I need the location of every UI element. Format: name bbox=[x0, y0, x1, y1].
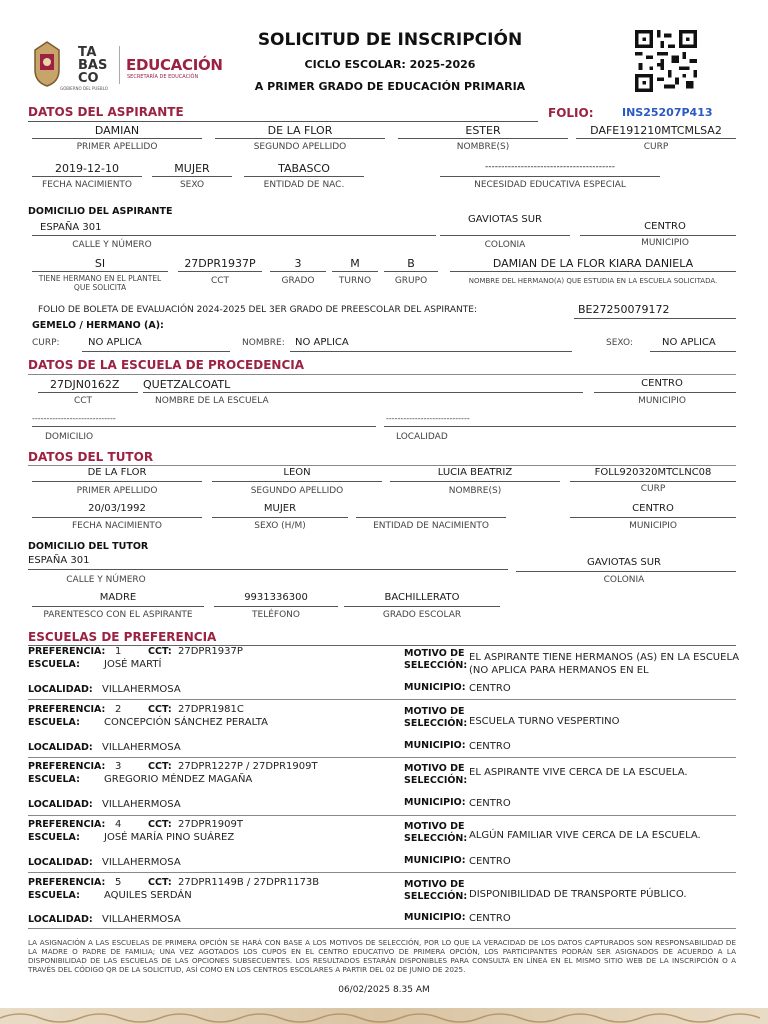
lbl-tutor-entidad: ENTIDAD DE NACIMIENTO bbox=[373, 521, 489, 531]
pref-localidad: VILLAHERMOSA bbox=[102, 742, 181, 753]
pref-label: PREFERENCIA: bbox=[28, 877, 106, 888]
pref-label: PREFERENCIA: bbox=[28, 761, 106, 772]
pref-cct-label: CCT: bbox=[148, 704, 172, 715]
pref-cct: 27DPR1937P bbox=[178, 646, 243, 657]
pref-motivo-1: DISPONIBILIDAD DE TRANSPORTE PÚBLICO. bbox=[469, 889, 687, 900]
preference-item-1 bbox=[0, 646, 768, 698]
pref-escuela-label: ESCUELA: bbox=[28, 890, 80, 901]
pref-label: PREFERENCIA: bbox=[28, 819, 106, 830]
pref-motivo-1: ALGÚN FAMILIAR VIVE CERCA DE LA ESCUELA. bbox=[469, 830, 701, 841]
pref-cct-label: CCT: bbox=[148, 819, 172, 830]
state-logo-subtext: GOBIERNO DEL PUEBLO bbox=[60, 86, 108, 91]
tutor-domicilio-title: DOMICILIO DEL TUTOR bbox=[28, 541, 149, 552]
section-tutor: DATOS DEL TUTOR bbox=[28, 450, 154, 464]
lbl-tutor-segundo-apellido: SEGUNDO APELLIDO bbox=[250, 486, 344, 496]
pref-motivo-1: EL ASPIRANTE TIENE HERMANOS (AS) EN LA ESCUELA bbox=[469, 652, 740, 663]
tutor-calle: ESPAÑA 301 bbox=[28, 555, 90, 566]
asp-domicilio-title: DOMICILIO DEL ASPIRANTE bbox=[28, 206, 173, 217]
pref-number: 3 bbox=[115, 761, 122, 772]
lbl-tutor-municipio: MUNICIPIO bbox=[629, 521, 677, 531]
pref-localidad: VILLAHERMOSA bbox=[102, 799, 181, 810]
lbl-tutor-nombres: NOMBRE(S) bbox=[448, 486, 502, 496]
gemelo-sexo: NO APLICA bbox=[662, 337, 716, 348]
pref-municipio: CENTRO bbox=[469, 913, 511, 924]
pref-motivo-label-2: SELECCIÓN: bbox=[404, 833, 468, 844]
preference-item-2 bbox=[0, 704, 768, 756]
pref-motivo-label-2: SELECCIÓN: bbox=[404, 775, 468, 786]
lbl-proc-municipio: MUNICIPIO bbox=[638, 396, 686, 406]
ornament-pattern-icon bbox=[0, 1008, 768, 1024]
pref-municipio-label: MUNICIPIO: bbox=[404, 855, 466, 866]
pref-escuela-label: ESCUELA: bbox=[28, 659, 80, 670]
section-procedencia: DATOS DE LA ESCUELA DE PROCEDENCIA bbox=[28, 358, 305, 372]
lbl-proc-nombre: NOMBRE DE LA ESCUELA bbox=[155, 396, 269, 406]
lbl-tutor-calle: CALLE Y NÚMERO bbox=[66, 575, 146, 585]
lbl-asp-nombre-hermano: NOMBRE DEL HERMANO(A) QUE ESTUDIA EN LA ESCUELA SOLICITADA. bbox=[468, 277, 718, 285]
pref-label: PREFERENCIA: bbox=[28, 704, 106, 715]
pref-motivo-label-1: MOTIVO DE bbox=[404, 879, 465, 890]
pref-municipio-label: MUNICIPIO: bbox=[404, 682, 466, 693]
lbl-tutor-fecha: FECHA NACIMIENTO bbox=[71, 521, 163, 531]
education-logo-sub: SECRETARÍA DE EDUCACIÓN bbox=[127, 74, 199, 80]
tutor-nombres: LUCIA BEATRIZ bbox=[437, 467, 513, 478]
lbl-proc-localidad: LOCALIDAD bbox=[396, 432, 448, 442]
pref-municipio-label: MUNICIPIO: bbox=[404, 797, 466, 808]
timestamp: 06/02/2025 8.35 AM bbox=[338, 985, 430, 995]
pref-municipio: CENTRO bbox=[469, 798, 511, 809]
lbl-tutor-colonia: COLONIA bbox=[603, 575, 645, 585]
pref-municipio-label: MUNICIPIO: bbox=[404, 740, 466, 751]
lbl-gemelo-sexo: SEXO: bbox=[606, 338, 633, 348]
pref-municipio: CENTRO bbox=[469, 856, 511, 867]
lbl-proc-domicilio: DOMICILIO bbox=[45, 432, 94, 442]
school-cycle: CICLO ESCOLAR: 2025-2026 bbox=[304, 58, 476, 71]
lbl-asp-grupo: GRUPO bbox=[394, 276, 428, 286]
lbl-asp-nombres: NOMBRE(S) bbox=[456, 142, 510, 152]
pref-localidad-label: LOCALIDAD: bbox=[28, 742, 93, 753]
pref-cct-label: CCT: bbox=[148, 761, 172, 772]
lbl-asp-grado: GRADO bbox=[281, 276, 315, 286]
lbl-tutor-parentesco: PARENTESCO CON EL ASPIRANTE bbox=[43, 610, 193, 620]
folio-boleta-value: BE27250079172 bbox=[578, 303, 670, 316]
pref-localidad-label: LOCALIDAD: bbox=[28, 684, 93, 695]
state-logo bbox=[32, 40, 122, 90]
asp-nombre-hermano: DAMIAN DE LA FLOR KIARA DANIELA bbox=[492, 257, 694, 270]
asp-hermano-cct: 27DPR1937P bbox=[184, 257, 256, 270]
disclaimer-text: LA ASIGNACIÓN A LAS ESCUELAS DE PRIMERA OPCIÓN SE HARÁ CON BASE A LOS MOTIVOS DE SELECCIÓN, POR LO QUE LA VERACIDAD DE LOS DATOS CAPTURADOS SON RESPONSABILIDAD DE LA MADRE O PADRE DE FAMILIA; UNA VEZ AGOTADOS LOS CUPOS EN EL CENTRO EDUCATIVO DE PRIMERA OPCIÓN, LOS PARTICIPANTES PODRÁN SER ASIGNADOS DE ACUERDO A LA DISPONIBILIDAD DE LAS ESCUELAS DE LAS OPCIONES SUBSECUENTES. LOS RESULTADOS ESTARÁN DISPONIBLES PARA CONSULTA EN LÍNEA EN EL MISMO SITIO WEB DE LA INSCRIPCIÓN O A TRAVÉS DEL CÓDIGO QR DE LA SOLICITUD, ASÍ COMO EN LOS CENTROS ESCOLARES A PARTIR DEL 02 DE JUNIO DE 2025. bbox=[28, 938, 736, 974]
tutor-colonia: GAVIOTAS SUR bbox=[587, 557, 661, 568]
proc-cct: 27DJN0162Z bbox=[50, 378, 120, 391]
lbl-asp-turno: TURNO bbox=[338, 276, 372, 286]
asp-calle: ESPAÑA 301 bbox=[40, 222, 102, 233]
asp-fecha-nacimiento: 2019-12-10 bbox=[55, 162, 119, 175]
lbl-asp-cct: CCT bbox=[210, 276, 230, 286]
asp-entidad: TABASCO bbox=[278, 162, 330, 175]
state-logo-text-1: TA bbox=[78, 45, 97, 60]
asp-nombres: ESTER bbox=[465, 124, 501, 137]
lbl-tutor-curp: CURP bbox=[640, 484, 666, 494]
pref-cct: 27DPR1149B / 27DPR1173B bbox=[178, 877, 320, 888]
lbl-tutor-primer-apellido: PRIMER APELLIDO bbox=[76, 486, 158, 496]
tutor-telefono: 9931336300 bbox=[244, 592, 308, 603]
preference-item-5 bbox=[0, 877, 768, 929]
asp-hermano-grupo: B bbox=[407, 257, 415, 270]
pref-municipio-label: MUNICIPIO: bbox=[404, 912, 466, 923]
pref-escuela: JOSÉ MARTÍ bbox=[104, 659, 162, 670]
tutor-grado: BACHILLERATO bbox=[384, 592, 460, 603]
section-aspirante-underline bbox=[28, 121, 538, 122]
lbl-gemelo-curp: CURP: bbox=[32, 338, 60, 348]
tutor-sexo: MUJER bbox=[263, 503, 297, 514]
pref-escuela: JOSÉ MARÍA PINO SUÁREZ bbox=[104, 832, 235, 843]
pref-localidad-label: LOCALIDAD: bbox=[28, 914, 93, 925]
pref-cct: 27DPR1227P / 27DPR1909T bbox=[178, 761, 318, 772]
asp-hermano: SI bbox=[94, 257, 106, 270]
proc-localidad: ----------------------------- bbox=[386, 414, 470, 423]
folio-boleta-label: FOLIO DE BOLETA DE EVALUACIÓN 2024-2025 DEL 3ER GRADO DE PREESCOLAR DEL ASPIRANTE: bbox=[38, 305, 478, 315]
pref-motivo-1: ESCUELA TURNO VESPERTINO bbox=[469, 716, 620, 727]
decorative-footer-band bbox=[0, 1008, 768, 1024]
pref-number: 1 bbox=[115, 646, 122, 657]
tutor-fecha: 20/03/1992 bbox=[88, 503, 146, 514]
pref-municipio: CENTRO bbox=[469, 683, 511, 694]
lbl-tutor-sexo: SEXO (H/M) bbox=[254, 521, 306, 531]
pref-motivo-label-2: SELECCIÓN: bbox=[404, 660, 468, 671]
tutor-parentesco: MADRE bbox=[99, 592, 137, 603]
coat-of-arms-icon bbox=[32, 40, 62, 88]
logo-divider bbox=[119, 46, 120, 84]
pref-localidad: VILLAHERMOSA bbox=[102, 857, 181, 868]
pref-escuela-label: ESCUELA: bbox=[28, 717, 80, 728]
pref-cct: 27DPR1981C bbox=[178, 704, 244, 715]
pref-localidad: VILLAHERMOSA bbox=[102, 914, 181, 925]
lbl-asp-primer-apellido: PRIMER APELLIDO bbox=[76, 142, 158, 152]
tutor-primer-apellido: DE LA FLOR bbox=[87, 467, 147, 478]
pref-localidad: VILLAHERMOSA bbox=[102, 684, 181, 695]
education-logo: EDUCACIÓN bbox=[126, 56, 223, 74]
pref-escuela-label: ESCUELA: bbox=[28, 774, 80, 785]
lbl-asp-calle: CALLE Y NÚMERO bbox=[72, 240, 152, 250]
pref-localidad-label: LOCALIDAD: bbox=[28, 857, 93, 868]
lbl-asp-municipio: MUNICIPIO bbox=[641, 238, 689, 248]
pref-number: 4 bbox=[115, 819, 122, 830]
lbl-asp-segundo-apellido: SEGUNDO APELLIDO bbox=[253, 142, 347, 152]
pref-motivo-1: EL ASPIRANTE VIVE CERCA DE LA ESCUELA. bbox=[469, 767, 688, 778]
state-logo-text-3: CO bbox=[78, 71, 99, 86]
asp-segundo-apellido: DE LA FLOR bbox=[267, 124, 333, 137]
pref-motivo-label-1: MOTIVO DE bbox=[404, 706, 465, 717]
gemelo-curp: NO APLICA bbox=[88, 337, 142, 348]
lbl-tutor-grado: GRADO ESCOLAR bbox=[382, 610, 462, 620]
lbl-proc-cct: CCT bbox=[73, 396, 93, 406]
lbl-asp-colonia: COLONIA bbox=[484, 240, 526, 250]
pref-cct-label: CCT: bbox=[148, 646, 172, 657]
pref-motivo-label-1: MOTIVO DE bbox=[404, 821, 465, 832]
lbl-tutor-telefono: TELÉFONO bbox=[252, 610, 300, 620]
pref-localidad-label: LOCALIDAD: bbox=[28, 799, 93, 810]
lbl-asp-entidad: ENTIDAD DE NAC. bbox=[263, 180, 345, 190]
lbl-asp-fecha: FECHA NACIMIENTO bbox=[41, 180, 133, 190]
pref-number: 5 bbox=[115, 877, 122, 888]
pref-escuela: GREGORIO MÉNDEZ MAGAÑA bbox=[104, 774, 253, 785]
state-logo-text-2: BAS bbox=[78, 58, 108, 73]
pref-cct: 27DPR1909T bbox=[178, 819, 243, 830]
folio-value: INS25207P413 bbox=[622, 106, 713, 119]
lbl-gemelo-nombre: NOMBRE: bbox=[242, 338, 285, 348]
tutor-municipio: CENTRO bbox=[632, 503, 674, 514]
tutor-segundo-apellido: LEON bbox=[283, 467, 311, 478]
pref-motivo-2: (NO APLICA PARA HERMANOS EN EL bbox=[469, 665, 649, 676]
section-aspirante: DATOS DEL ASPIRANTE bbox=[28, 105, 184, 119]
gemelo-nombre: NO APLICA bbox=[295, 337, 349, 348]
proc-domicilio: ----------------------------- bbox=[32, 414, 116, 423]
asp-hermano-grado: 3 bbox=[294, 257, 302, 270]
folio-label: FOLIO: bbox=[548, 106, 594, 120]
asp-primer-apellido: DAMIAN bbox=[94, 124, 140, 137]
pref-escuela-label: ESCUELA: bbox=[28, 832, 80, 843]
lbl-asp-curp: CURP bbox=[643, 142, 669, 152]
pref-motivo-label-2: SELECCIÓN: bbox=[404, 718, 468, 729]
asp-nee: ---------------------------------------- bbox=[485, 162, 615, 172]
pref-municipio: CENTRO bbox=[469, 741, 511, 752]
pref-cct-label: CCT: bbox=[148, 877, 172, 888]
preference-item-4 bbox=[0, 819, 768, 871]
pref-escuela: AQUILES SERDÁN bbox=[104, 890, 192, 901]
pref-escuela: CONCEPCIÓN SÁNCHEZ PERALTA bbox=[104, 717, 268, 728]
asp-sexo: MUJER bbox=[174, 162, 210, 175]
lbl-asp-sexo: SEXO bbox=[179, 180, 205, 190]
asp-municipio: CENTRO bbox=[644, 221, 686, 232]
asp-curp: DAFE191210MTCMLSA2 bbox=[590, 124, 722, 137]
grade-subtitle: A PRIMER GRADO DE EDUCACIÓN PRIMARIA bbox=[254, 80, 526, 93]
pref-motivo-label-1: MOTIVO DE bbox=[404, 648, 465, 659]
asp-hermano-turno: M bbox=[350, 257, 360, 270]
proc-municipio: CENTRO bbox=[641, 378, 683, 389]
proc-nombre: QUETZALCOATL bbox=[143, 378, 231, 391]
pref-label: PREFERENCIA: bbox=[28, 646, 106, 657]
asp-colonia: GAVIOTAS SUR bbox=[468, 214, 542, 225]
gemelo-title: GEMELO / HERMANO (A): bbox=[32, 320, 164, 331]
pref-number: 2 bbox=[115, 704, 122, 715]
page-title: SOLICITUD DE INSCRIPCIÓN bbox=[257, 30, 523, 50]
pref-motivo-label-1: MOTIVO DE bbox=[404, 763, 465, 774]
lbl-asp-nee: NECESIDAD EDUCATIVA ESPECIAL bbox=[474, 180, 626, 190]
preference-item-3 bbox=[0, 761, 768, 813]
lbl-asp-hermano: TIENE HERMANO EN EL PLANTEL QUE SOLICITA bbox=[38, 274, 162, 292]
tutor-curp: FOLL920320MTCLNC08 bbox=[594, 467, 712, 478]
qr-code-icon bbox=[632, 30, 700, 92]
section-preferencias: ESCUELAS DE PREFERENCIA bbox=[28, 630, 217, 644]
pref-motivo-label-2: SELECCIÓN: bbox=[404, 891, 468, 902]
